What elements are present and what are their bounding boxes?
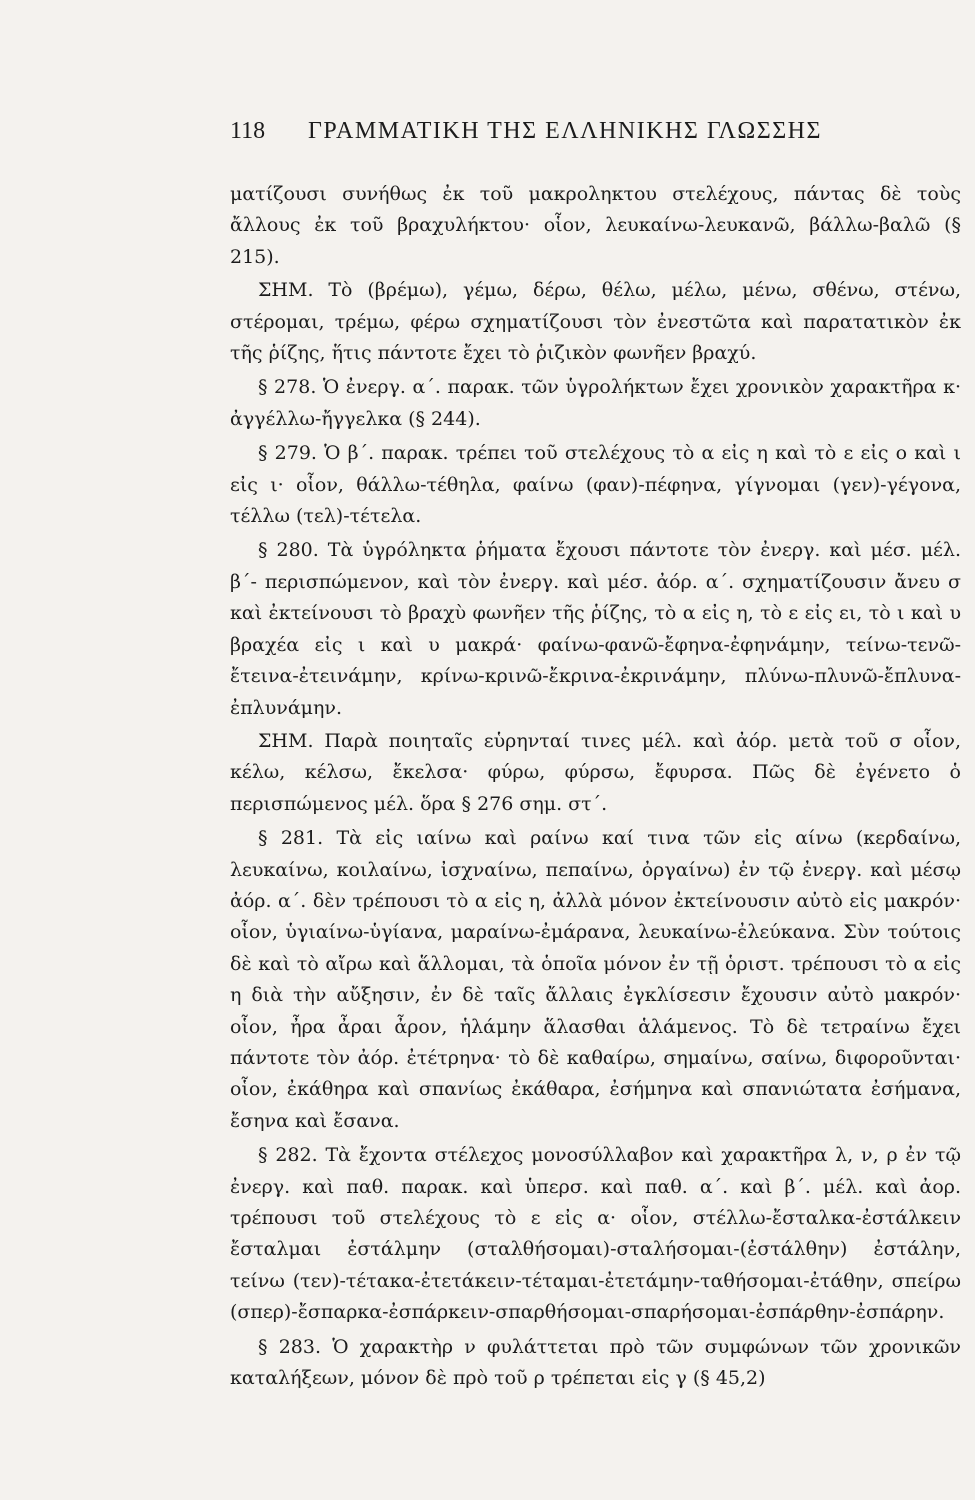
section-282: § 282. Τὰ ἔχοντα στέλεχος μονοσύλλαβον καὶ χαρακτῆρα λ, ν, ρ ἐν τῷ ἐνεργ. καὶ παθ. παρακ. καὶ ὑπερσ. καὶ παθ. α΄. καὶ β΄. μέλ. καὶ ἀορ. τρέπουσι τοῦ στελέχους τὸ ε εἰς α· οἷον, στέλλω-ἔσταλκα-ἐστάλκειν ἔσταλμαι ἐστάλμην (σταλθήσομαι)-σταλήσομαι-(ἐστάλθην) ἐστάλην, τείνω (τεν)-τέτακα-ἐτετάκειν-τέταμαι-ἐτετάμην-ταθήσομαι-ἐτάθην, σπείρω (σπερ)-ἔσπαρκα-ἐσπάρκειν-σπαρθήσομαι-σπαρήσομαι-ἐσπάρθην-ἐσπάρην. xyxy=(230,1144,961,1324)
page-body xyxy=(230,179,961,1394)
note-paragraph: ΣΗΜ. Παρὰ ποιηταῖς εὑρηνταί τινες μέλ. καὶ ἀόρ. μετὰ τοῦ σ οἷον, κέλω, κέλσω, ἔκελσα· φύρω, φύρσω, ἔφυρσα. Πῶς δὲ ἐγένετο ὁ περισπώμενος μέλ. ὅρα § 276 σημ. στ΄. xyxy=(230,729,961,815)
section-283: § 283. Ὁ χαρακτὴρ ν φυλάττεται πρὸ τῶν συμφώνων τῶν χρονικῶν καταλήξεων, μόνον δὲ πρὸ τοῦ ρ τρέπεται εἰς γ (§ 45,2) xyxy=(230,1335,961,1390)
paragraph-continuation: ματίζουσι συνήθως ἐκ τοῦ μακροληκτου στελέχους, πάντας δὲ τοὺς ἄλλους ἐκ τοῦ βραχυλήκτου· οἷον, λευκαίνω-λευκανῶ, βάλλω-βαλῶ (§ 215). xyxy=(230,183,961,268)
running-title: ΓΡΑΜΜΑΤΙΚΗ ΤΗΣ ΕΛΛΗΝΙΚΗΣ ΓΛΩΣΣΗΣ xyxy=(308,118,822,144)
section-279: § 279. Ὁ β΄. παρακ. τρέπει τοῦ στελέχους τὸ α εἰς η καὶ τὸ ε εἰς ο καὶ ι εἰς ι· οἷον, θάλλω-τέθηλα, φαίνω (φαν)-πέφηνα, γίγνομαι (γεν)-γέγονα, τέλλω (τελ)-τέτελα. xyxy=(230,442,961,528)
section-281: § 281. Τὰ εἰς ιαίνω καὶ ραίνω καί τινα τῶν εἰς αίνω (κερδαίνω, λευκαίνω, κοιλαίνω, ἰσχναίνω, πεπαίνω, ὀργαίνω) ἐν τῷ ἐνεργ. καὶ μέσῳ ἀόρ. α΄. δὲν τρέπουσι τὸ α εἰς η, ἀλλὰ μόνον ἐκτείνουσιν αὐτὸ εἰς μακρόν· οἷον, ὑγιαίνω-ὑγίανα, μαραίνω-ἐμάρανα, λευκαίνω-ἐλεύκανα. Σὺν τούτοις δὲ καὶ τὸ αἴρω καὶ ἅλλομαι, τὰ ὁποῖα μόνον ἐν τῇ ὁριστ. τρέπουσι τὸ α εἰς η διὰ τὴν αὔξησιν, ἐν δὲ ταῖς ἄλλαις ἐγκλίσεσιν ἔχουσιν αὐτὸ μακρόν· οἷον, ἦρα ἆραι ἆρον, ἡλάμην ἅλασθαι ἁλάμενος. Τὸ δὲ τετραίνω ἔχει πάντοτε τὸν ἀόρ. ἐτέτρηνα· τὸ δὲ καθαίρω, σημαίνω, σαίνω, διφοροῦνται· οἷον, ἐκάθηρα καὶ σπανίως ἐκάθαρα, ἐσήμηνα καὶ σπανιώτατα ἐσήμανα, ἔσηνα καὶ ἔσανα. xyxy=(230,827,961,1132)
section-278: § 278. Ὁ ἐνεργ. α΄. παρακ. τῶν ὑγρολήκτων ἔχει χρονικὸν χαρακτῆρα κ· ἀγγέλλω-ἤγγελκα (§ 244). xyxy=(230,376,961,430)
page-number: 118 xyxy=(230,118,266,144)
section-280: § 280. Τὰ ὑγρόληκτα ῥήματα ἔχουσι πάντοτε τὸν ἐνεργ. καὶ μέσ. μέλ. β΄- περισπώμενον, καὶ τὸν ἐνεργ. καὶ μέσ. ἀόρ. α΄. σχηματίζουσιν ἄνευ σ καὶ ἐκτείνουσι τὸ βραχὺ φωνῆεν τῆς ῥίζης, τὸ α εἰς η, τὸ ε εἰς ει, τὸ ι καὶ υ βραχέα εἰς ι καὶ υ μακρά· φαίνω-φανῶ-ἔφηνα-ἐφηνάμην, τείνω-τενῶ-ἔτεινα-ἐτεινάμην, κρίνω-κρινῶ-ἔκρινα-ἐκρινάμην, πλύνω-πλυνῶ-ἔπλυνα-ἐπλυνάμην. xyxy=(230,539,961,719)
note-paragraph: ΣΗΜ. Τὸ (βρέμω), γέμω, δέρω, θέλω, μέλω, μένω, σθένω, στένω, στέρομαι, τρέμω, φέρω σχηματίζουσι τὸν ἐνεστῶτα καὶ παρατατικὸν ἐκ τῆς ῥίζης, ἥτις πάντοτε ἔχει τὸ ῥιζικὸν φωνῆεν βραχύ. xyxy=(230,279,961,365)
running-header xyxy=(230,118,961,145)
